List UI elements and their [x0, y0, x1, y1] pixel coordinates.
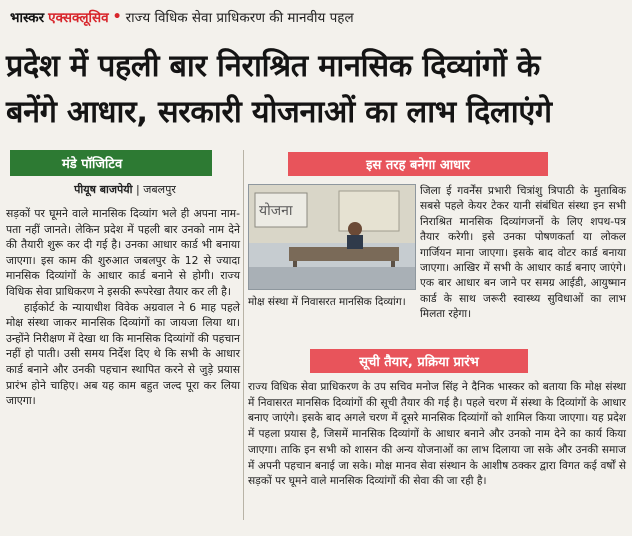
paragraph: हाईकोर्ट के न्यायाधीश विवेक अग्रवाल ने 6 माह पहले मोक्ष संस्था जाकर मानसिक दिव्यांगों का जायजा लिया था। उन्होंने निरीक्षण में देखा था कि मानसिक दिव्यांगों की पहचान नहीं हो पाती। उसी समय निर्देश दिए थे कि सभी के आधार कार्ड बनाने और उनकी पहचान स्थापित करने से जुड़े प्रयास प्रारंभ होने चाहिए। अब यह काम बहुत जल्द पूरा कर लिया जाएगा। — [6, 300, 240, 408]
headline-line-2: बनेंगे आधार, सरकारी योजनाओं का लाभ दिलाएंगे — [6, 95, 552, 130]
left-column — [6, 206, 240, 409]
aadhaar-process-text: जिला ई गवर्नेंस प्रभारी चित्रांशु त्रिपाठी के मुताबिक सबसे पहले केयर टेकर यानी संबंधित संस्था इन सभी निराश्रित मानसिक दिव्यांगजनों के लिए शपथ-पत्र तैयार करेगी। इसे उनका पोषणकर्ता या लोकल गार्जियन माना जाएगा। इसके बाद वोटर कार्ड बनाया जाएगा। आखिर में सभी के आधार कार्ड बनाए जाएंगे। एक बार आधार बन जाने पर समग्र आईडी, आयुष्मान कार्ड के साथ जरूरी स्वास्थ्य सुविधाओं का लाभ मिलता रहेगा। — [420, 185, 626, 321]
paragraph: सड़कों पर घूमने वाले मानसिक दिव्यांग भले ही अपना नाम-पता नहीं जानते। लेकिन प्रदेश में पहली बार उनको नाम देने की तैयारी शुरू कर दी गई है। उनका आधार कार्ड भी बनाया जाएगा। इस काम की शुरुआत जबलपुर के 12 से ज्यादा मानसिक दिव्यांगों के आधार कार्ड बनाने से होगी। राज्य विधिक सेवा प्राधिकरण ने इसकी रूपरेखा तैयार कर ली है। — [6, 207, 240, 298]
author-name: पीयूष बाजपेयी — [74, 183, 133, 196]
column-divider — [243, 150, 244, 520]
headline-line-1: प्रदेश में पहली बार निराश्रित मानसिक दिव्यांगों के — [6, 49, 541, 84]
kicker-separator: • — [112, 9, 122, 25]
byline-separator: | — [132, 183, 144, 196]
brand-tag: एक्सक्लूसिव — [48, 10, 109, 26]
kicker-text: राज्य विधिक सेवा प्राधिकरण की मानवीय पहल — [125, 10, 354, 26]
photo-caption: मोक्ष संस्था में निवासरत मानसिक दिव्यांग। — [248, 296, 406, 308]
section-heading-list-ready: सूची तैयार, प्रक्रिया प्रारंभ — [310, 349, 528, 373]
list-ready-text: राज्य विधिक सेवा प्राधिकरण के उप सचिव मनोज सिंह ने दैनिक भास्कर को बताया कि मोक्ष संस्था में निवासरत मानसिक दिव्यांगों की सूची तैयार की गई है। पहले चरण में संस्था के दिव्यांगों के आधार बनाए जाएंगे। इसके बाद अगले चरण में दूसरे मानसिक दिव्यांगों को शामिल किया जाएगा। यह प्रदेश में पहला प्रयास है, जिसमें मानसिक दिव्यांगों के आधार बनाने और उनको नाम देने का कार्य किया जाएगा। ताकि इन सभी को शासन की अन्य योजनाओं का लाभ दिलाया जा सके और उनकी समाज में अपनी पहचान बनाई जा सके। मोक्ष मानव सेवा संस्थान के आशीष ठक्कर द्वारा विगत कई वर्षों से सड़कों पर घूमने वाले मानसिक दिव्यांगों की सेवा की जा रही है। — [248, 381, 626, 488]
dateline-city: जबलपुर — [143, 183, 176, 196]
photo-sign-text: योजना — [259, 203, 293, 219]
headline — [6, 44, 626, 136]
ward-photo-illustration — [249, 185, 416, 290]
byline — [10, 182, 240, 197]
news-photo — [248, 184, 416, 290]
section-heading-aadhaar-process: इस तरह बनेगा आधार — [288, 152, 548, 176]
brand-name: भास्कर — [10, 10, 45, 26]
article-kicker — [10, 6, 622, 28]
monday-positive-badge: मंडे पॉजिटिव — [10, 150, 212, 176]
